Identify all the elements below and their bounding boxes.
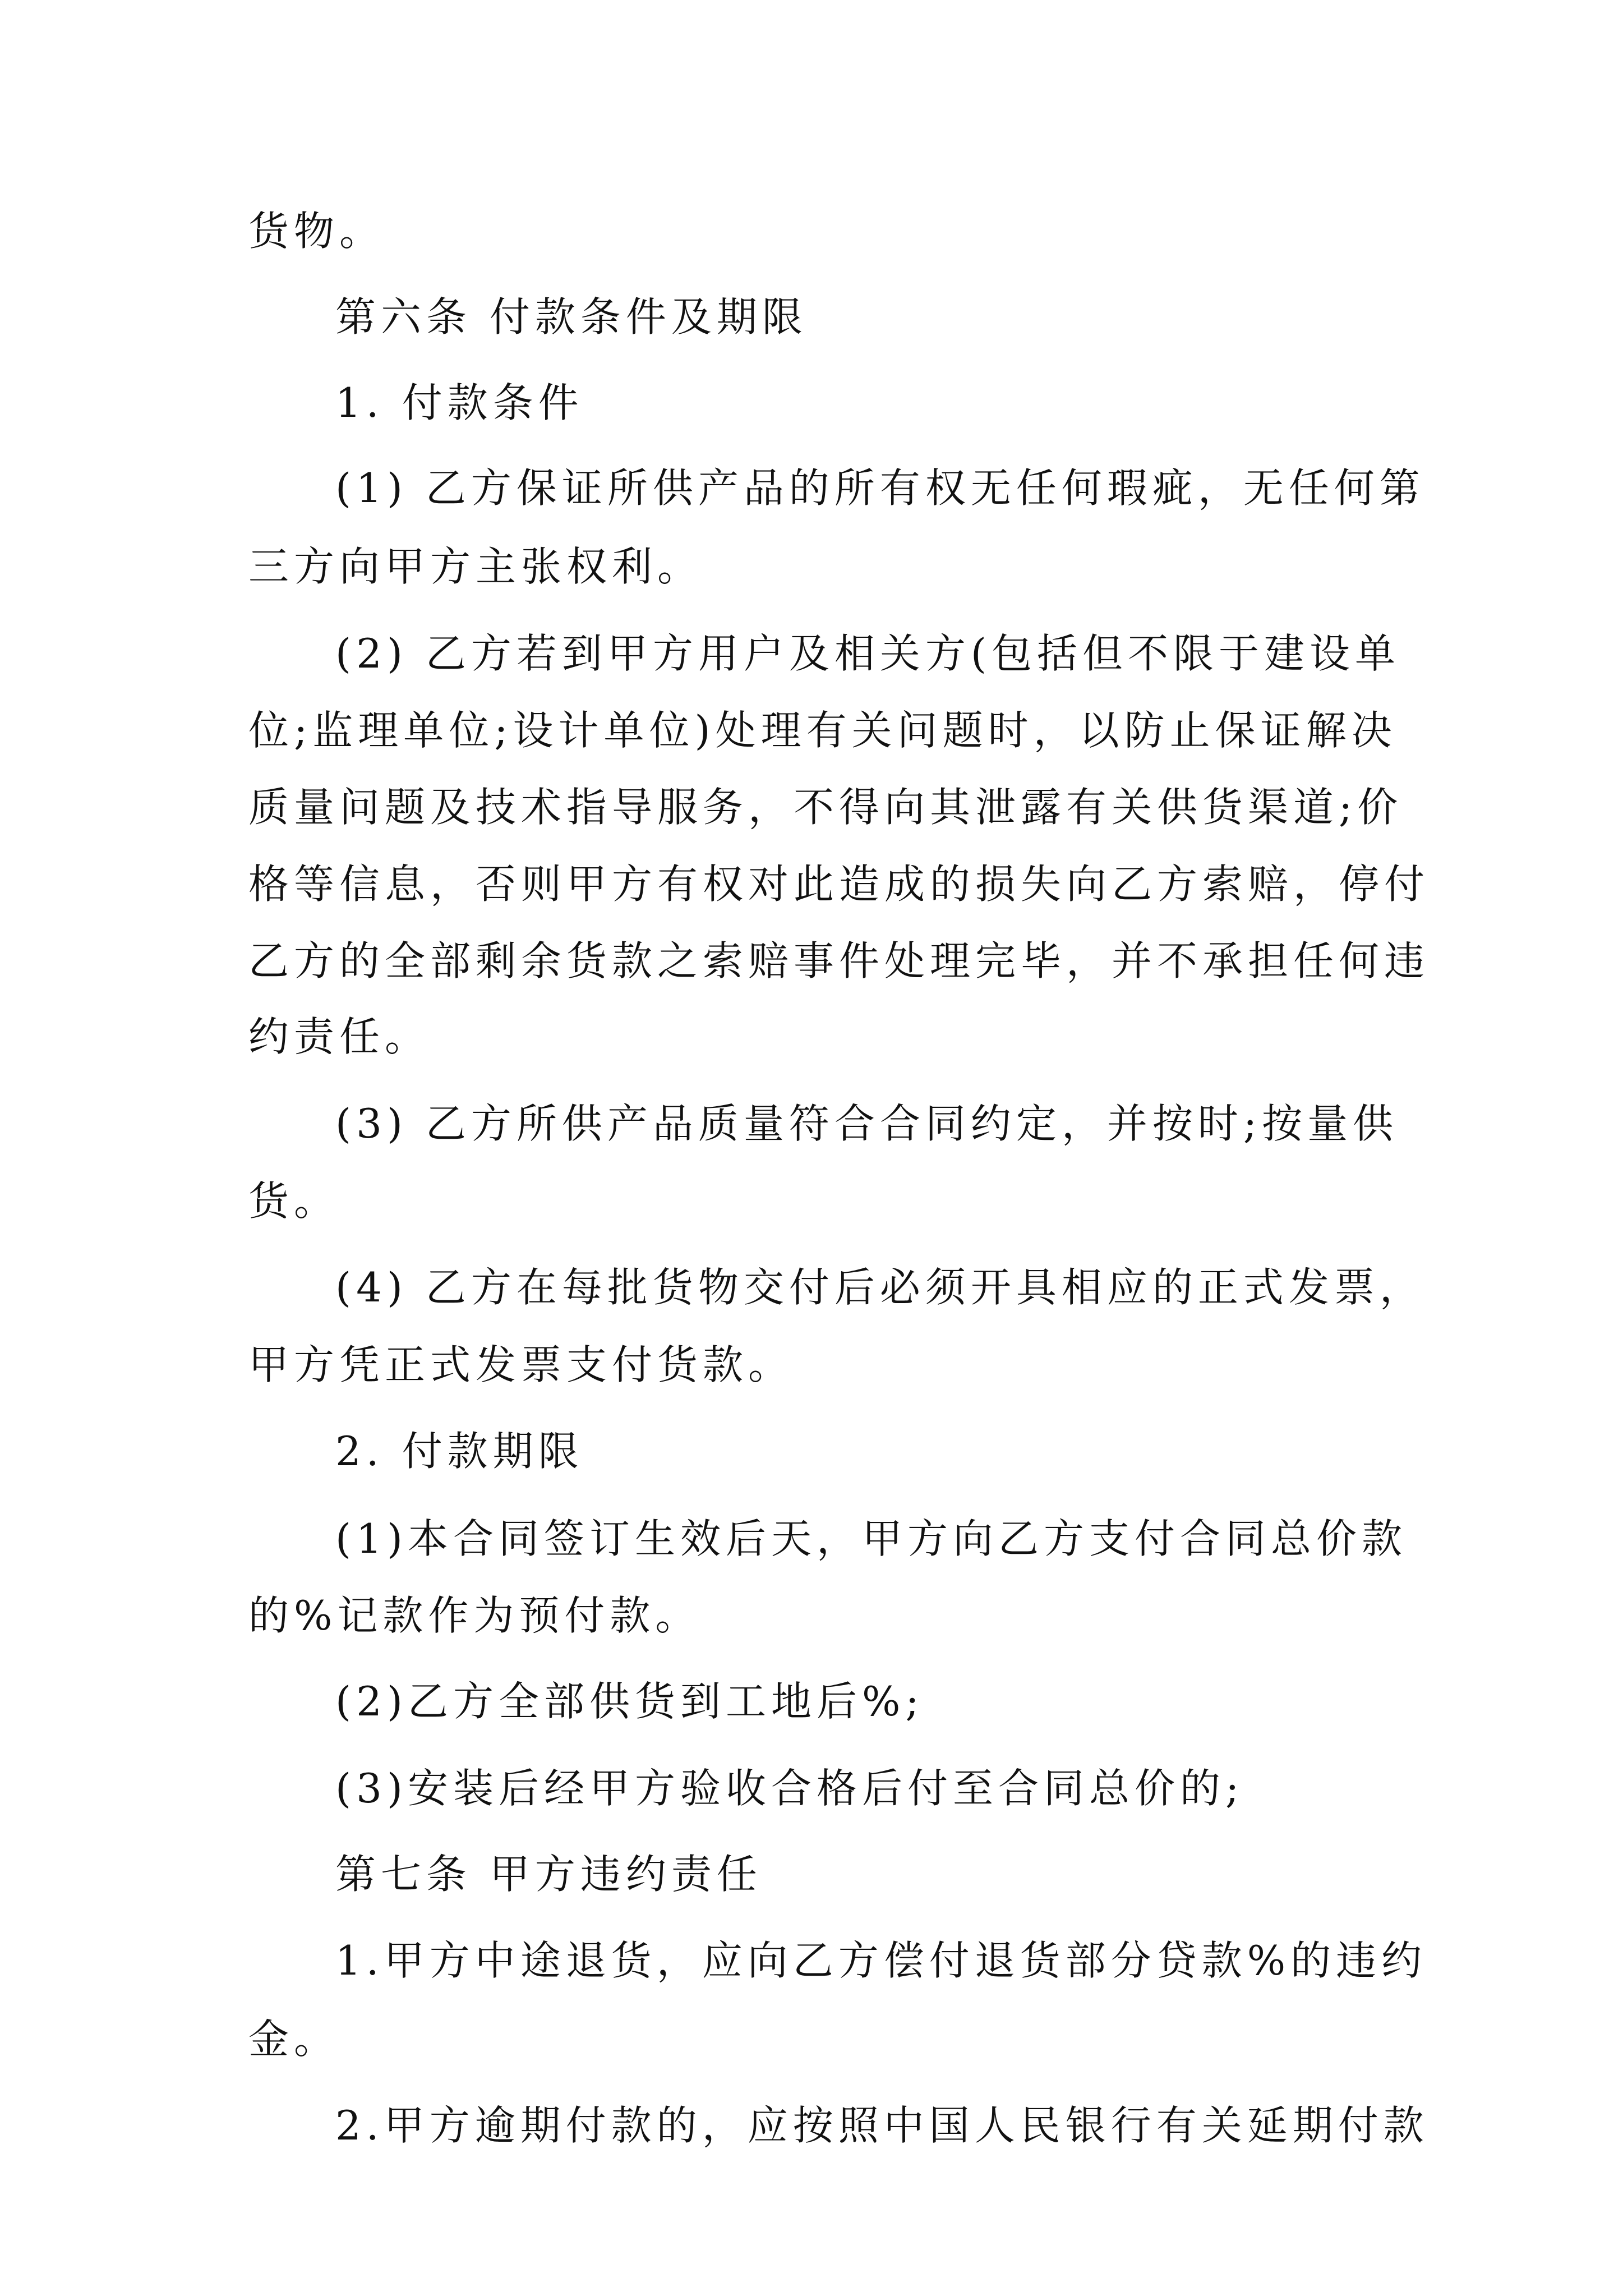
text-line: 1.甲方中途退货，应向乙方偿付退货部分贷款%的违约	[335, 1937, 1427, 1984]
text-line: 三方向甲方主张权利。	[248, 543, 703, 590]
text-line: (2)乙方全部供货到工地后%;	[335, 1678, 924, 1725]
text-line: (1)本合同签订生效后天，甲方向乙方支付合同总价款	[335, 1515, 1407, 1562]
text-line: (1) 乙方保证所供产品的所有权无任何瑕疵，无任何第	[335, 464, 1425, 512]
text-line: (2) 乙方若到甲方用户及相关方(包括但不限于建设单	[335, 630, 1400, 677]
text-line: 格等信息，否则甲方有权对此造成的损失向乙方索赔，停付	[248, 861, 1430, 908]
text-line: 质量问题及技术指导服务，不得向其泄露有关供货渠道;价	[248, 784, 1403, 831]
text-line: 金。	[248, 2016, 340, 2063]
subheading-payment-conditions: 1. 付款条件	[335, 379, 584, 426]
text-line: 货物。	[248, 208, 385, 255]
text-line: 甲方凭正式发票支付货款。	[248, 1341, 794, 1388]
text-line: 乙方的全部剩余货款之索赔事件处理完毕，并不承担任何违	[248, 937, 1430, 984]
text-line: (3)安装后经甲方验收合格后付至合同总价的;	[335, 1765, 1244, 1812]
text-line: 2.甲方逾期付款的，应按照中国人民银行有关延期付款	[335, 2102, 1429, 2149]
text-line: 约责任。	[248, 1013, 431, 1060]
text-line: (4) 乙方在每批货物交付后必须开具相应的正式发票，	[335, 1264, 1425, 1311]
text-line: 的%记款作为预付款。	[248, 1592, 701, 1639]
section-heading-article-6: 第六条 付款条件及期限	[335, 293, 808, 341]
subheading-payment-term: 2. 付款期限	[335, 1428, 584, 1475]
text-line: 位;监理单位;设计单位)处理有关问题时，以防止保证解决	[248, 707, 1397, 754]
section-heading-article-7: 第七条 甲方违约责任	[335, 1851, 762, 1898]
text-line: 货。	[248, 1177, 340, 1225]
text-line: (3) 乙方所供产品质量符合合同约定，并按时;按量供	[335, 1100, 1399, 1147]
